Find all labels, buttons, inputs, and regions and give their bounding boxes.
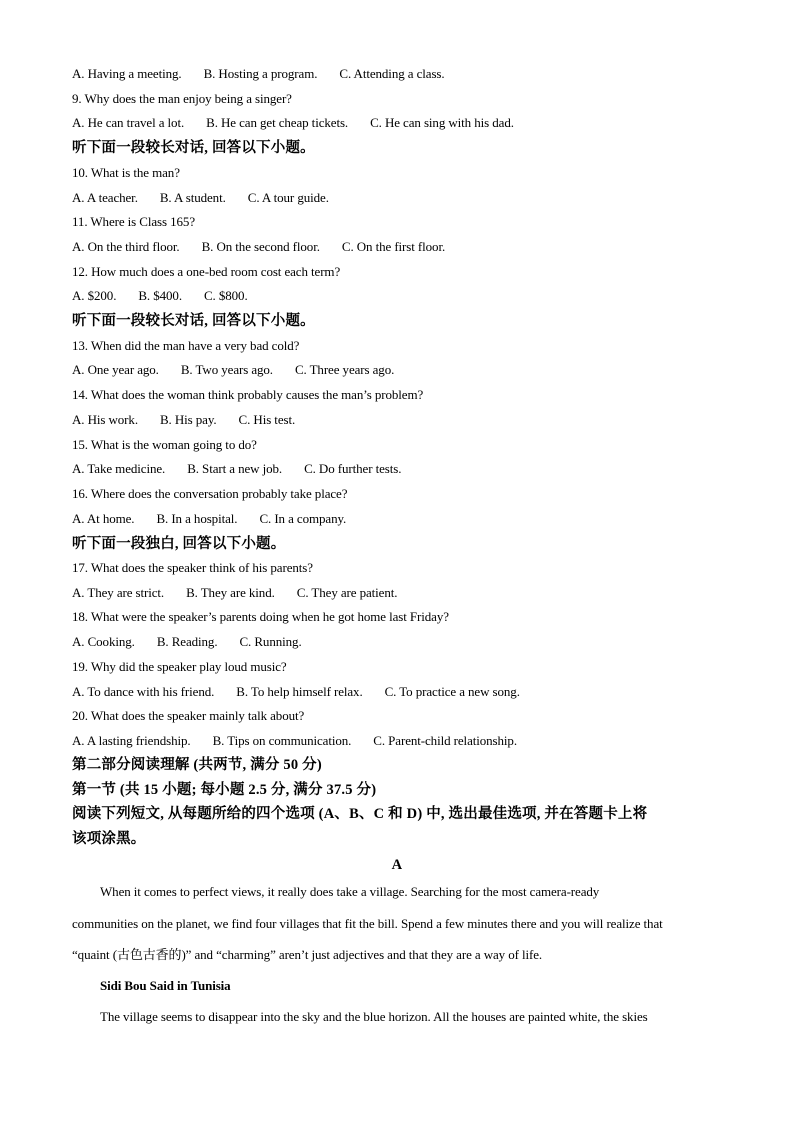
section-heading: 听下面一段独白, 回答以下小题。 bbox=[72, 536, 286, 552]
answer-option: A. His work. bbox=[72, 412, 138, 427]
answer-option: B. Two years ago. bbox=[180, 362, 273, 377]
question-text: 17. What does the speaker think of his parents? bbox=[72, 560, 313, 575]
answer-option: B. Reading. bbox=[156, 634, 218, 649]
answer-option: A. $200. bbox=[72, 288, 117, 303]
answer-option: B. A student. bbox=[159, 190, 226, 205]
answer-option: A. Cooking. bbox=[72, 634, 135, 649]
answer-options bbox=[72, 239, 445, 255]
question-text: 20. What does the speaker mainly talk about? bbox=[72, 708, 305, 723]
question-text: 15. What is the woman going to do? bbox=[72, 437, 257, 452]
passage-title: A bbox=[391, 857, 403, 873]
answer-option: A. On the third floor. bbox=[72, 239, 180, 254]
answer-option: B. He can get cheap tickets. bbox=[206, 115, 349, 130]
answer-options bbox=[72, 190, 329, 206]
passage-subheading: Sidi Bou Said in Tunisia bbox=[100, 978, 231, 993]
answer-options bbox=[72, 634, 302, 650]
paragraph-line: communities on the planet, we find four villages that fit the bill. Spend a few minutes there and you will realize that bbox=[72, 916, 663, 931]
question-text: 11. Where is Class 165? bbox=[72, 214, 195, 229]
answer-options bbox=[72, 288, 248, 304]
question-text: 19. Why did the speaker play loud music? bbox=[72, 659, 287, 674]
answer-option: C. Attending a class. bbox=[339, 66, 445, 81]
answer-option: B. Start a new job. bbox=[187, 461, 283, 476]
paragraph-line: When it comes to perfect views, it really does take a village. Searching for the most camera-ready bbox=[100, 884, 600, 899]
answer-option: A. A lasting friendship. bbox=[72, 733, 191, 748]
paragraph-line: The village seems to disappear into the sky and the blue horizon. All the houses are painted white, the skies bbox=[100, 1009, 648, 1024]
answer-option: C. In a company. bbox=[259, 511, 347, 526]
answer-option: B. On the second floor. bbox=[201, 239, 320, 254]
answer-option: C. He can sing with his dad. bbox=[370, 115, 514, 130]
question-text: 13. When did the man have a very bad cold? bbox=[72, 338, 300, 353]
question-text: 12. How much does a one-bed room cost each term? bbox=[72, 264, 341, 279]
answer-option: C. To practice a new song. bbox=[384, 684, 520, 699]
answer-options bbox=[72, 66, 445, 82]
answer-option: C. Do further tests. bbox=[304, 461, 402, 476]
section-heading: 听下面一段较长对话, 回答以下小题。 bbox=[72, 313, 315, 329]
answer-option: B. His pay. bbox=[159, 412, 217, 427]
answer-options bbox=[72, 585, 397, 601]
answer-options bbox=[72, 412, 295, 428]
answer-option: B. They are kind. bbox=[186, 585, 275, 600]
answer-option: B. Tips on communication. bbox=[212, 733, 352, 748]
question-text: 18. What were the speaker’s parents doing when he got home last Friday? bbox=[72, 609, 449, 624]
answer-option: B. To help himself relax. bbox=[236, 684, 363, 699]
answer-option: A. Having a meeting. bbox=[72, 66, 182, 81]
answer-option: A. One year ago. bbox=[72, 362, 159, 377]
section-heading: 听下面一段较长对话, 回答以下小题。 bbox=[72, 140, 315, 156]
answer-options bbox=[72, 461, 401, 477]
section-heading: 第一节 (共 15 小题; 每小题 2.5 分, 满分 37.5 分) bbox=[72, 782, 377, 798]
question-text: 16. Where does the conversation probably take place? bbox=[72, 486, 348, 501]
answer-option: C. A tour guide. bbox=[247, 190, 329, 205]
answer-option: B. Hosting a program. bbox=[203, 66, 318, 81]
answer-option: B. In a hospital. bbox=[156, 511, 238, 526]
answer-options bbox=[72, 511, 346, 527]
answer-option: A. A teacher. bbox=[72, 190, 138, 205]
answer-option: C. They are patient. bbox=[296, 585, 398, 600]
answer-options bbox=[72, 684, 520, 700]
answer-option: A. He can travel a lot. bbox=[72, 115, 185, 130]
answer-option: A. To dance with his friend. bbox=[72, 684, 215, 699]
section-heading: 第二部分阅读理解 (共两节, 满分 50 分) bbox=[72, 757, 322, 773]
answer-option: C. Parent-child relationship. bbox=[373, 733, 517, 748]
answer-option: C. Three years ago. bbox=[294, 362, 395, 377]
answer-option: A. At home. bbox=[72, 511, 135, 526]
section-heading: 该项涂黑。 bbox=[72, 831, 146, 847]
answer-options bbox=[72, 733, 517, 749]
answer-options bbox=[72, 362, 394, 378]
answer-option: A. They are strict. bbox=[72, 585, 165, 600]
section-heading: 阅读下列短文, 从每题所给的四个选项 (A、B、C 和 D) 中, 选出最佳选项, 并在答题卡上将 bbox=[72, 806, 648, 822]
answer-option: C. His test. bbox=[238, 412, 296, 427]
question-text: 10. What is the man? bbox=[72, 165, 180, 180]
answer-option: C. Running. bbox=[239, 634, 302, 649]
question-text: 14. What does the woman think probably causes the man’s problem? bbox=[72, 387, 424, 402]
paragraph-line: “quaint (古色古香的)” and “charming” aren’t just adjectives and that they are a way of life. bbox=[72, 947, 543, 962]
answer-option: A. Take medicine. bbox=[72, 461, 166, 476]
question-text: 9. Why does the man enjoy being a singer? bbox=[72, 91, 292, 106]
answer-option: C. On the first floor. bbox=[341, 239, 446, 254]
answer-option: C. $800. bbox=[203, 288, 248, 303]
answer-option: B. $400. bbox=[138, 288, 182, 303]
answer-options bbox=[72, 115, 514, 131]
